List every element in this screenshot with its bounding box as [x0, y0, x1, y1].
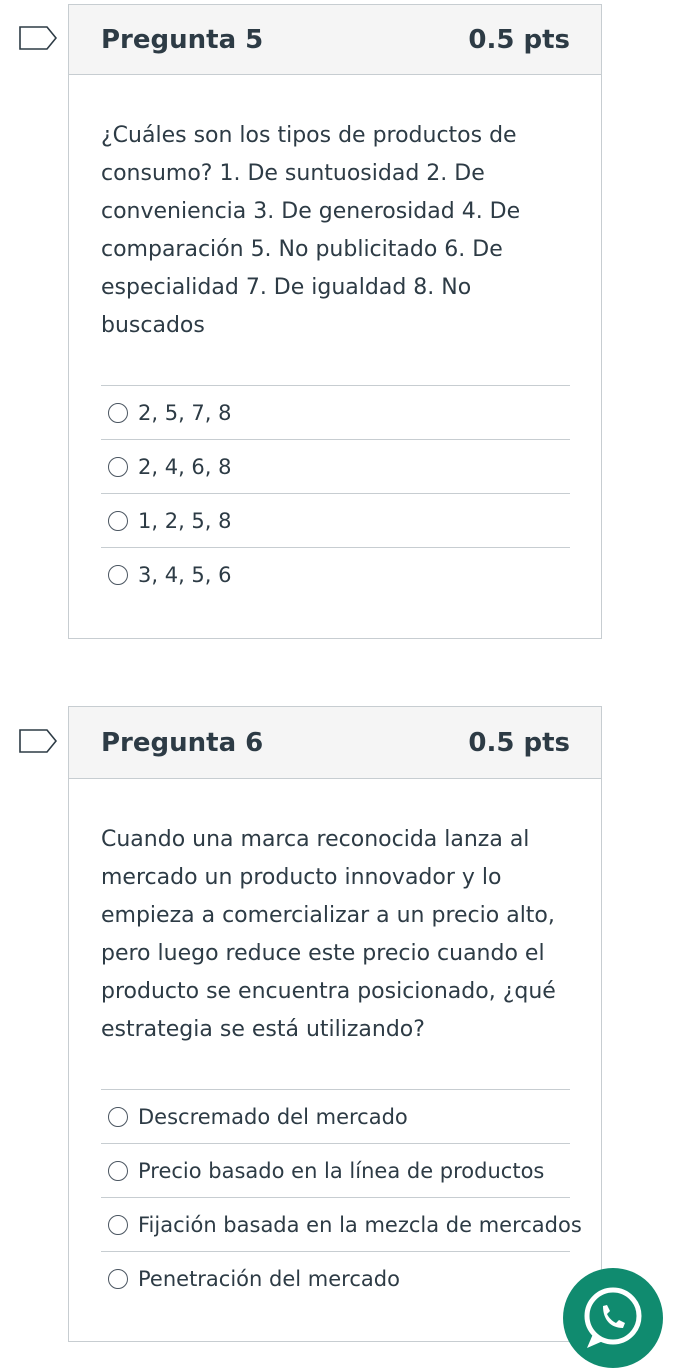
radio-button[interactable] — [108, 511, 128, 531]
answer-label: 1, 2, 5, 8 — [138, 508, 232, 533]
answer-list — [101, 1089, 582, 1306]
question-points: 0.5 pts — [468, 24, 570, 55]
radio-button[interactable] — [108, 1215, 128, 1235]
question-title: Pregunta 6 — [101, 727, 264, 758]
answer-option[interactable] — [101, 1198, 582, 1252]
question-header — [69, 5, 601, 75]
answer-label: 2, 4, 6, 8 — [138, 454, 232, 479]
answer-option[interactable] — [101, 386, 570, 440]
answer-label: Precio basado en la línea de productos — [138, 1158, 545, 1183]
radio-button[interactable] — [108, 457, 128, 477]
flag-question-icon[interactable] — [19, 729, 57, 753]
radio-button[interactable] — [108, 1269, 128, 1289]
answer-option[interactable] — [101, 440, 570, 494]
answer-label: Descremado del mercado — [138, 1104, 408, 1129]
answer-option[interactable] — [101, 494, 570, 548]
whatsapp-chat-button[interactable] — [563, 1268, 663, 1368]
whatsapp-icon — [563, 1268, 663, 1368]
question-text: ¿Cuáles son los tipos de productos de consumo? 1. De suntuosidad 2. De conveniencia 3. De generosidad 4. De comparación 5. No publicitado 6. De especialidad 7. De igualdad 8. No buscados — [101, 123, 521, 338]
radio-button[interactable] — [108, 1161, 128, 1181]
answer-list — [101, 385, 570, 602]
flag-question-icon[interactable] — [19, 26, 57, 50]
answer-label: 3, 4, 5, 6 — [138, 563, 232, 587]
answer-option[interactable] — [101, 1090, 570, 1144]
radio-button[interactable] — [108, 565, 128, 585]
question-card — [68, 4, 602, 639]
answer-label: 2, 5, 7, 8 — [138, 400, 232, 425]
answer-label: Penetración del mercado — [138, 1267, 400, 1291]
radio-button[interactable] — [108, 403, 128, 423]
answer-option[interactable] — [101, 1252, 570, 1306]
question-title: Pregunta 5 — [101, 24, 264, 55]
answer-option[interactable] — [101, 1144, 570, 1198]
answer-label: Fijación basada en la mezcla de mercados — [138, 1212, 582, 1237]
question-card — [68, 706, 602, 1342]
answer-option[interactable] — [101, 548, 570, 602]
question-points: 0.5 pts — [468, 727, 570, 758]
radio-button[interactable] — [108, 1107, 128, 1127]
question-header — [69, 707, 601, 779]
question-text: Cuando una marca reconocida lanza al mercado un producto innovador y lo empieza a comercializar a un precio alto, pero luego reduce este precio cuando el producto se encuentra posicionado, ¿qué estrategia se está utilizando? — [101, 827, 556, 1042]
